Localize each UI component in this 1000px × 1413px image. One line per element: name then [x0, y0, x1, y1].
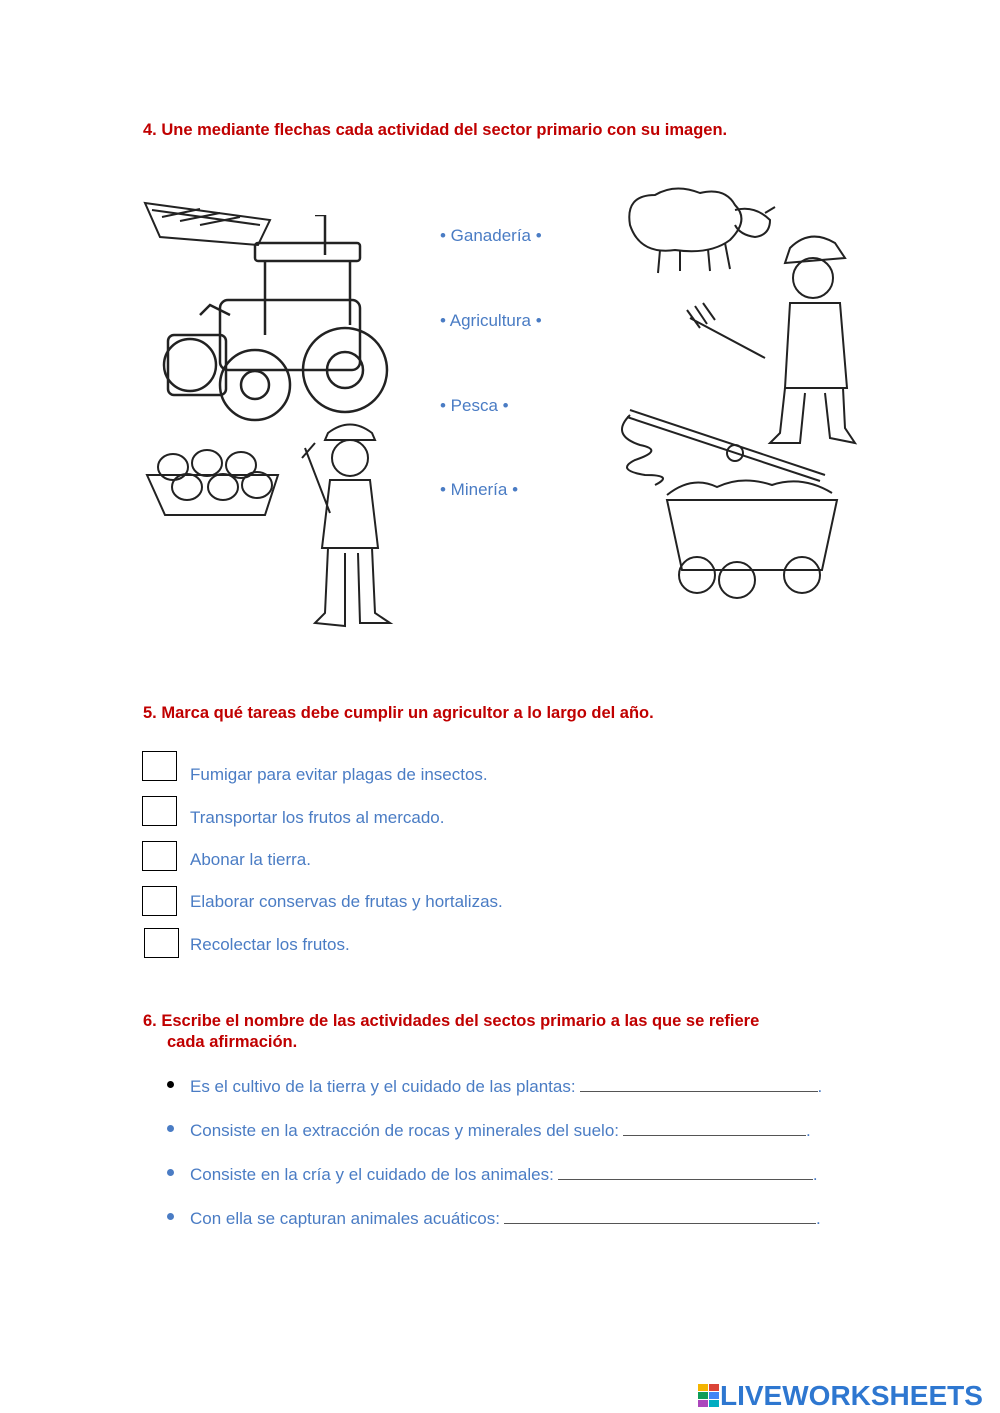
liveworksheets-logo[interactable]	[698, 1380, 983, 1412]
question-6-title-cont: cada afirmación.	[167, 1033, 298, 1051]
task-checkbox-5[interactable]	[144, 928, 179, 958]
statement-3: Consiste en la cría y el cuidado de los animales: .	[190, 1165, 818, 1184]
term-pesca[interactable]: • Pesca •	[440, 396, 509, 415]
eggs-illustration	[145, 445, 280, 530]
term-ganaderia[interactable]: • Ganadería •	[440, 226, 542, 245]
bullet-1	[167, 1081, 174, 1088]
liveworksheets-brand: LIVEWORKSHEETS	[720, 1380, 983, 1411]
task-label-2: Transportar los frutos al mercado.	[190, 808, 445, 827]
mine-cart-illustration	[662, 475, 842, 610]
task-label-3: Abonar la tierra.	[190, 850, 311, 869]
term-mineria[interactable]: • Minería •	[440, 480, 519, 499]
task-label-1: Fumigar para evitar plagas de insectos.	[190, 765, 488, 784]
question-6-title: 6. Escribe el nombre de las actividades del sectos primario a las que se refiere	[143, 1012, 760, 1030]
task-checkbox-4[interactable]	[142, 886, 177, 916]
statement-4-text: Con ella se capturan animales acuáticos:	[190, 1209, 500, 1228]
task-label-4: Elaborar conservas de frutas y hortalizas.	[190, 892, 503, 911]
statement-3-text: Consiste en la cría y el cuidado de los animales:	[190, 1165, 554, 1184]
answer-blank-4[interactable]	[504, 1207, 816, 1224]
question-4-title: 4. Une mediante flechas cada actividad del sector primario con su imagen.	[143, 121, 728, 139]
bullet-4	[167, 1213, 174, 1220]
answer-blank-3[interactable]	[558, 1163, 813, 1180]
question-5-title: 5. Marca qué tareas debe cumplir un agricultor a lo largo del año.	[143, 704, 654, 722]
tractor-illustration	[160, 215, 395, 430]
miner-illustration	[300, 418, 400, 633]
task-checkbox-3[interactable]	[142, 841, 177, 871]
task-label-5: Recolectar los frutos.	[190, 935, 350, 954]
term-agricultura[interactable]: • Agricultura •	[440, 311, 542, 330]
bullet-3	[167, 1169, 174, 1176]
statement-1-text: Es el cultivo de la tierra y el cuidado de las plantas:	[190, 1077, 576, 1096]
liveworksheets-logo-icon	[698, 1384, 720, 1408]
statement-4: Con ella se capturan animales acuáticos: .	[190, 1209, 821, 1228]
task-checkbox-2[interactable]	[142, 796, 177, 826]
answer-blank-2[interactable]	[623, 1119, 806, 1136]
statement-2: Consiste en la extracción de rocas y minerales del suelo: .	[190, 1121, 811, 1140]
bullet-2	[167, 1125, 174, 1132]
statement-2-text: Consiste en la extracción de rocas y minerales del suelo:	[190, 1121, 619, 1140]
task-checkbox-1[interactable]	[142, 751, 177, 781]
statement-1: Es el cultivo de la tierra y el cuidado de las plantas: .	[190, 1077, 823, 1096]
answer-blank-1[interactable]	[580, 1075, 818, 1092]
